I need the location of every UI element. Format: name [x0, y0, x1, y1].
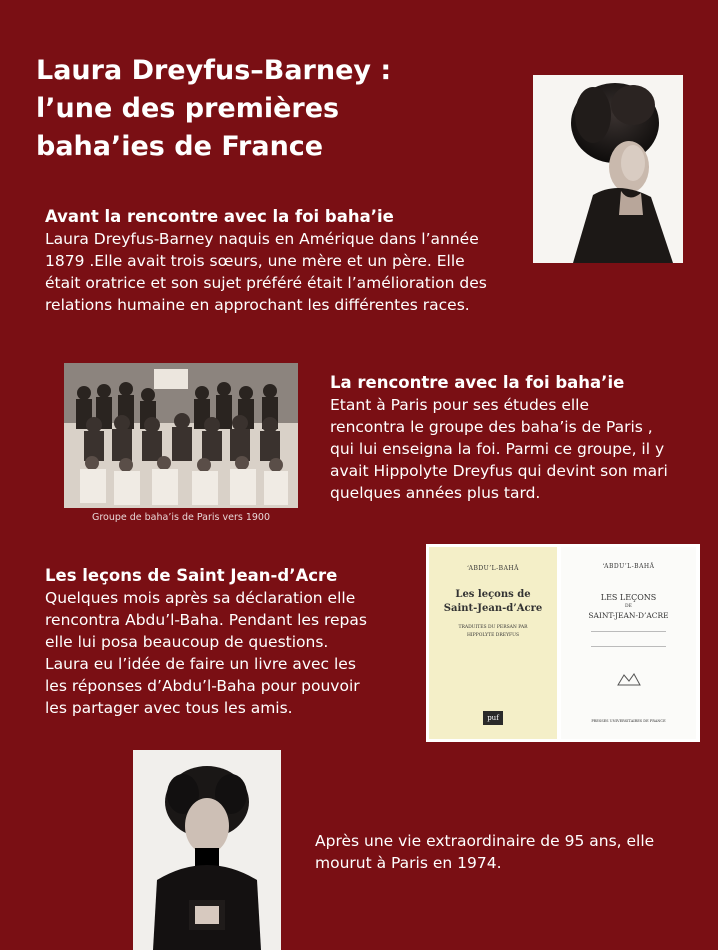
section-lessons-line-5: les réponses d’Abdu’l-Baha pour pouvoir	[45, 677, 360, 695]
section-conclusion	[315, 830, 705, 874]
book-cover-presses-title-3: SAINT-JEAN-D’ACRE	[588, 611, 669, 620]
group-photo	[64, 363, 298, 508]
title-line-1: Laura Dreyfus–Barney :	[36, 55, 392, 86]
section-lessons	[45, 565, 425, 719]
section-before-faith-line-1: Laura Dreyfus-Barney naquis en Amérique dans l’année	[45, 230, 479, 248]
section-conclusion-line-2: mourut à Paris en 1974.	[315, 854, 502, 872]
book-covers	[426, 544, 700, 742]
section-before-faith-line-2: 1879 .Elle avait trois sœurs, une mère et un père. Elle	[45, 252, 465, 270]
section-meeting-faith-line-1: Etant à Paris pour ses études elle	[330, 396, 590, 414]
book-cover-puf-subtitle-1: TRADUITES DU PERSAN PAR	[458, 625, 528, 630]
portrait-elderly-image	[133, 750, 281, 950]
section-lessons-heading: Les leçons de Saint Jean-d’Acre	[45, 566, 338, 585]
section-before-faith	[45, 206, 525, 316]
section-lessons-line-3: elle lui posa beaucoup de questions.	[45, 633, 329, 651]
section-before-faith-heading: Avant la rencontre avec la foi baha’ie	[45, 207, 394, 226]
book-cover-puf-author: ‘ABDU’L-BAHÂ	[467, 565, 519, 572]
book-cover-presses-rule	[591, 631, 666, 647]
book-cover-puf	[429, 547, 557, 739]
book-cover-puf-title-1: Les leçons de	[455, 589, 531, 600]
section-meeting-faith	[330, 372, 710, 504]
section-lessons-line-2: rencontra Abdu’l-Baha. Pendant les repas	[45, 611, 367, 629]
book-cover-presses-emblem-icon	[616, 671, 642, 687]
portrait-hat-image	[533, 75, 683, 263]
section-meeting-faith-line-2: rencontra le groupe des baha’is de Paris ,	[330, 418, 653, 436]
section-lessons-line-1: Quelques mois après sa déclaration elle	[45, 589, 356, 607]
section-before-faith-line-4: relations humaine en approchant les différentes races.	[45, 296, 470, 314]
book-cover-puf-logo: puf	[483, 711, 503, 725]
book-cover-puf-title-2: Saint-Jean-d’Acre	[443, 603, 543, 614]
portrait-elderly-photo	[133, 750, 281, 950]
section-lessons-line-4: Laura eu l’idée de faire un livre avec les	[45, 655, 356, 673]
book-cover-puf-subtitle-2: HIPPOLYTE DREYFUS	[466, 633, 520, 638]
section-meeting-faith-line-3: qui lui enseigna la foi. Parmi ce groupe, il y	[330, 440, 665, 458]
section-meeting-faith-line-5: quelques années plus tard.	[330, 484, 541, 502]
book-cover-presses-publisher: PRESSES UNIVERSITAIRES DE FRANCE	[591, 719, 666, 723]
title-line-2: l’une des premières	[36, 93, 340, 124]
group-photo-image	[64, 363, 298, 508]
book-cover-presses-title-2: DE	[625, 604, 632, 609]
section-before-faith-line-3: était oratrice et son sujet préféré était l’amélioration des	[45, 274, 487, 292]
book-cover-presses	[561, 547, 696, 739]
page-title	[36, 52, 506, 166]
section-conclusion-line-1: Après une vie extraordinaire de 95 ans, elle	[315, 832, 655, 850]
portrait-hat-photo	[533, 75, 683, 263]
group-photo-caption: Groupe de baha’is de Paris vers 1900	[91, 512, 271, 523]
book-cover-presses-title-1: LES LEÇONS	[600, 593, 657, 602]
book-cover-presses-author: ‘ABDU’L-BAHÂ	[602, 563, 655, 570]
section-meeting-faith-heading: La rencontre avec la foi baha’ie	[330, 373, 625, 392]
section-lessons-line-6: les partager avec tous les amis.	[45, 699, 293, 717]
title-line-3: baha’ies de France	[36, 131, 324, 162]
section-meeting-faith-line-4: avait Hippolyte Dreyfus qui devint son mari	[330, 462, 668, 480]
